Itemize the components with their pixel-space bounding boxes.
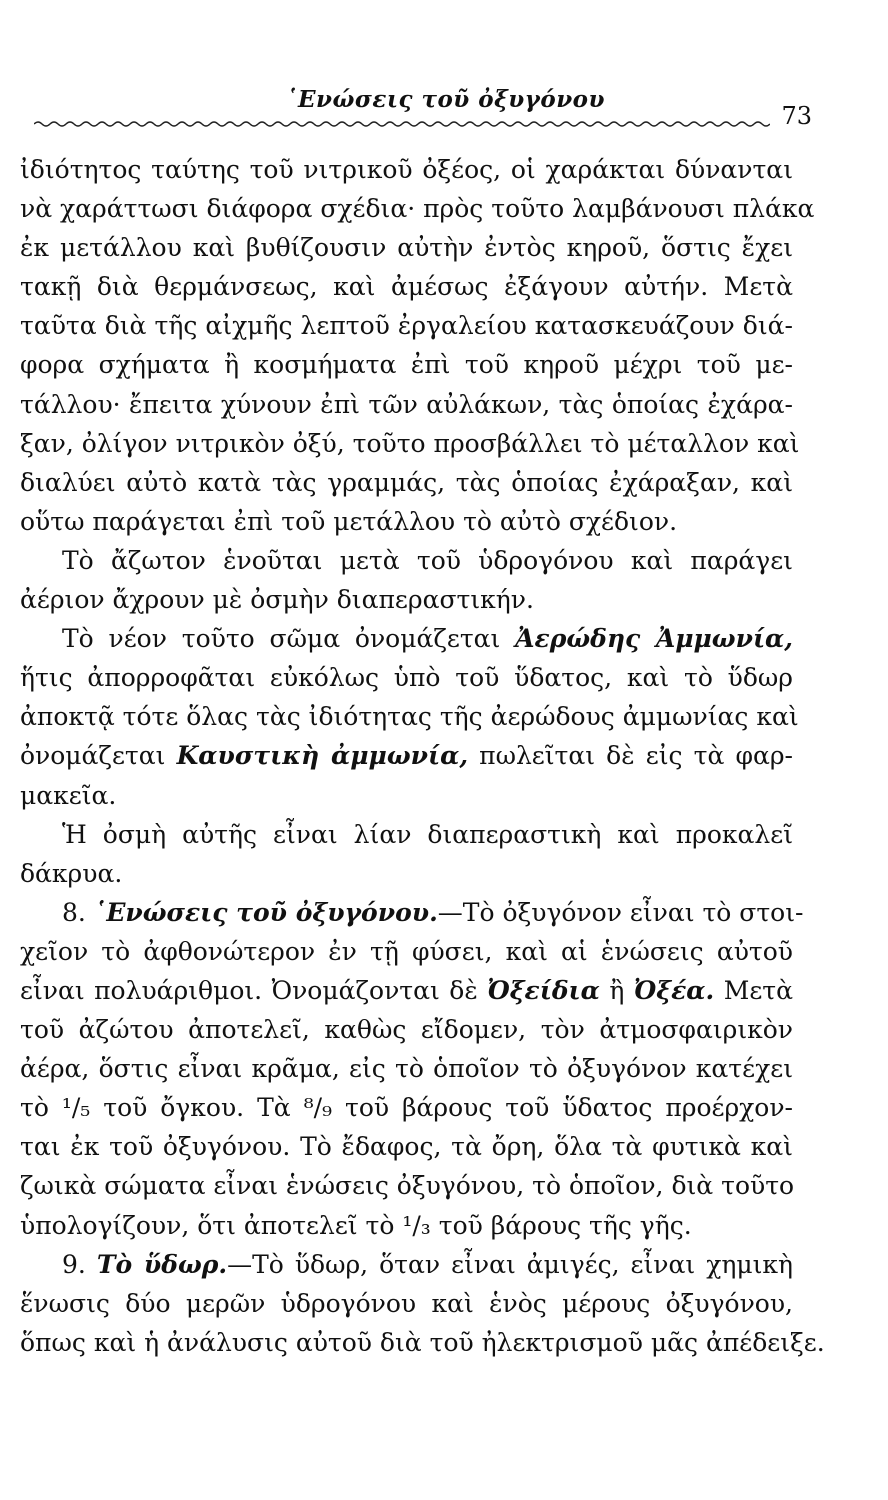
term-gaseous-ammonia: Ἀερώδης Ἀμμωνία, xyxy=(515,624,793,654)
term-acids: Ὀξέα. xyxy=(633,975,715,1005)
text-line: φορα σχήματα ἢ κοσμήματα ἐπὶ τοῦ κηροῦ μέχρι τοῦ με- xyxy=(20,350,793,380)
section-heading-water: Τὸ ὕδωρ. xyxy=(96,1249,228,1279)
text-line: τακῇ διὰ θερμάνσεως, καὶ ἀμέσως ἐξάγουν αὐτήν. Μετὰ xyxy=(20,272,793,302)
text-line: ἥτις ἀπορροφᾶται εὐκόλως ὑπὸ τοῦ ὕδατος, καὶ τὸ ὕδωρ xyxy=(20,663,793,693)
line-text: ἢ xyxy=(599,975,634,1005)
text-line xyxy=(20,971,793,1010)
text-line: ἐκ μετάλλου καὶ βυθίζουσιν αὐτὴν ἐντὸς κηροῦ, ὅστις ἔχει xyxy=(20,233,793,263)
text-line: ἕνωσις δύο μερῶν ὑδρογόνου καὶ ἑνὸς μέρους ὀξυγόνου, xyxy=(20,1288,793,1318)
text-line xyxy=(20,893,804,932)
text-line: οὕτω παράγεται ἐπὶ τοῦ μετάλλου τὸ αὐτὸ σχέδιον. xyxy=(20,506,678,536)
text-line: μακεῖα. xyxy=(20,780,117,810)
running-head xyxy=(0,86,888,130)
line-text: ὀνομάζεται xyxy=(20,741,177,771)
text-line xyxy=(20,736,793,775)
line-text: εἶναι πολυάριθμοι. Ὀνομάζονται δὲ xyxy=(20,975,488,1005)
text-line: ξαν, ὀλίγον νιτρικὸν ὀξύ, τοῦτο προσβάλλει τὸ μέταλλον καὶ xyxy=(20,428,800,458)
body-text xyxy=(20,150,825,1362)
text-line: ἀέρα, ὅστις εἶναι κρᾶμα, εἰς τὸ ὁποῖον τὸ ὀξυγόνον κατέχει xyxy=(20,1054,793,1084)
text-line: τοῦ ἀζώτου ἀποτελεῖ, καθὼς εἴδομεν, τὸν ἀτμοσφαιρικὸν xyxy=(20,1015,793,1045)
page-number: 73 xyxy=(781,102,812,130)
line-text: πωλεῖται δὲ εἰς τὰ φαρ- xyxy=(468,741,793,771)
text-line: διαλύει αὐτὸ κατὰ τὰς γραμμάς, τὰς ὁποίας ἐχάραξαν, καὶ xyxy=(20,467,793,497)
text-line: ζωικὰ σώματα εἶναι ἑνώσεις ὀξυγόνου, τὸ ὁποῖον, διὰ τοῦτο xyxy=(20,1171,795,1201)
text-line: νὰ χαράττωσι διάφορα σχέδια· πρὸς τοῦτο λαμβάνουσι πλάκα xyxy=(20,194,815,224)
text-line: ὅπως καὶ ἡ ἀνάλυσις αὐτοῦ διὰ τοῦ ἠλεκτρισμοῦ μᾶς ἀπέδειξε. xyxy=(20,1327,825,1357)
line-text: Μετὰ xyxy=(714,975,793,1005)
line-text: —Τὸ ὕδωρ, ὅταν εἶναι ἀμιγές, εἶναι χημικὴ xyxy=(227,1249,793,1279)
text-line: ἀποκτᾷ τότε ὅλας τὰς ἰδιότητας τῆς ἀερώδους ἀμμωνίας καὶ xyxy=(20,702,799,732)
text-line: ὑπολογίζουν, ὅτι ἀποτελεῖ τὸ ¹/₃ τοῦ βάρους τῆς γῆς. xyxy=(20,1210,692,1240)
term-caustic-ammonia: Καυστικὴ ἀμμωνία, xyxy=(176,741,469,771)
term-oxides: Ὀξείδια xyxy=(487,975,600,1005)
text-line: τὸ ¹/₅ τοῦ ὄγκου. Τὰ ⁸/₉ τοῦ βάρους τοῦ ὕδατος προέρχον- xyxy=(20,1093,793,1123)
line-text: —Τὸ ὀξυγόνον εἶναι τὸ στοι- xyxy=(437,897,804,927)
text-line: δάκρυα. xyxy=(20,858,123,888)
text-line xyxy=(20,619,793,658)
line-text: Τὸ νέον τοῦτο σῶμα ὀνομάζεται xyxy=(62,624,516,654)
section-number: 8. xyxy=(62,897,94,927)
text-line xyxy=(20,1245,793,1284)
text-line: ται ἐκ τοῦ ὀξυγόνου. Τὸ ἔδαφος, τὰ ὄρη, ὅλα τὰ φυτικὰ καὶ xyxy=(20,1132,793,1162)
wavy-rule xyxy=(34,120,770,128)
text-line: χεῖον τὸ ἀφθονώτερον ἐν τῇ φύσει, καὶ αἱ ἑνώσεις αὐτοῦ xyxy=(20,936,793,966)
section-number: 9. xyxy=(62,1249,97,1279)
text-line: Τὸ ἄζωτον ἑνοῦται μετὰ τοῦ ὑδρογόνου καὶ παράγει xyxy=(62,545,793,575)
text-line: ἀέριον ἄχρουν μὲ ὀσμὴν διαπεραστικήν. xyxy=(20,585,534,615)
section-heading-oxygen-compounds: ῾Ενώσεις τοῦ ὀξυγόνου. xyxy=(93,897,438,927)
text-line: τάλλου· ἔπειτα χύνουν ἐπὶ τῶν αὐλάκων, τὰς ὁποίας ἐχάρα- xyxy=(20,389,793,419)
text-line: ταῦτα διὰ τῆς αἰχμῆς λεπτοῦ ἐργαλείου κατασκευάζουν διά- xyxy=(20,311,793,341)
text-line: Ἡ ὀσμὴ αὐτῆς εἶναι λίαν διαπεραστικὴ καὶ προκαλεῖ xyxy=(62,819,793,849)
text-line: ἰδιότητος ταύτης τοῦ νιτρικοῦ ὀξέος, οἱ χαράκται δύνανται xyxy=(20,155,793,184)
running-title: ῾Ενώσεις τοῦ ὀξυγόνου xyxy=(286,86,605,113)
